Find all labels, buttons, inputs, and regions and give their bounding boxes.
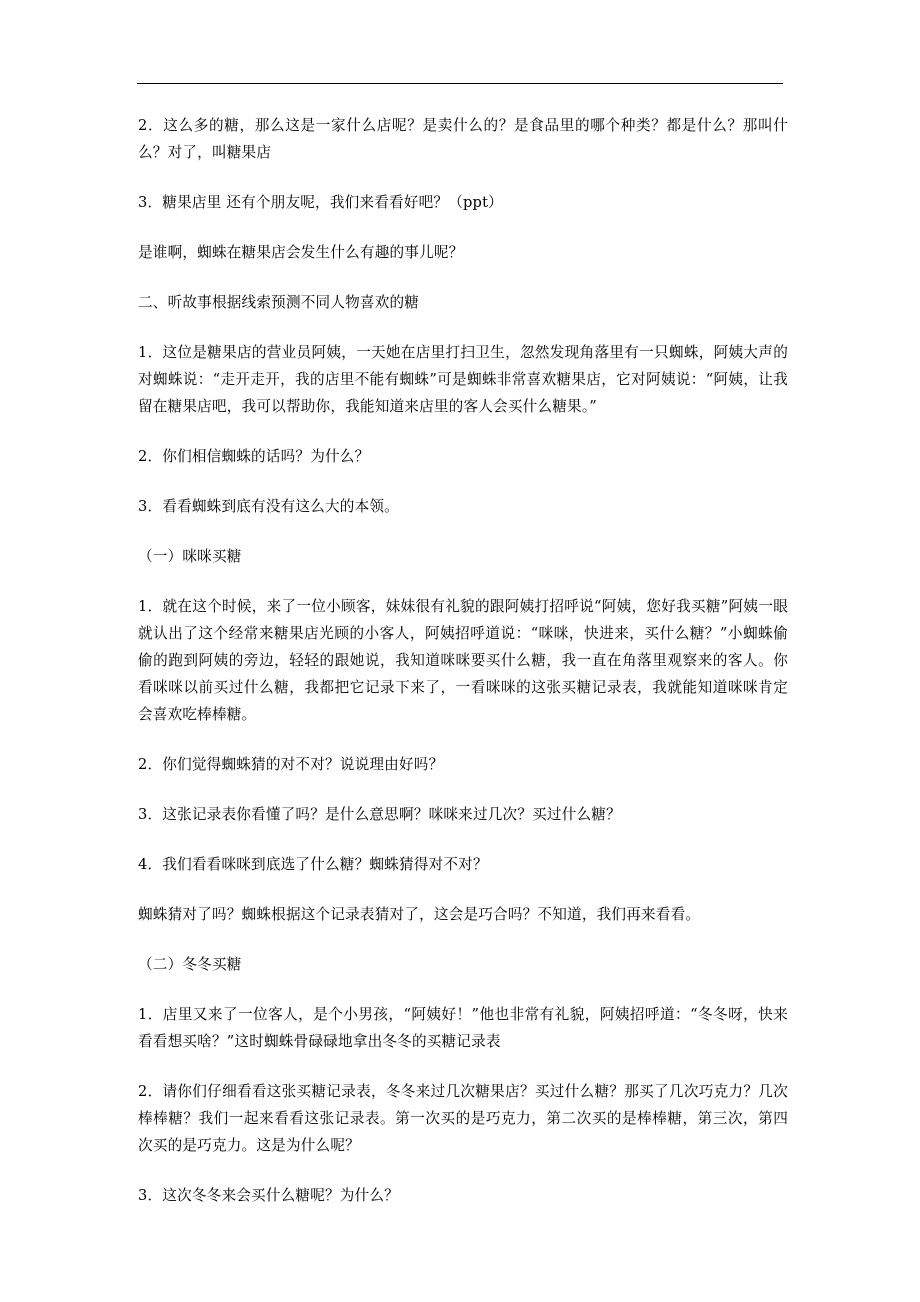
paragraph-9: 1．就在这个时候，来了一位小顾客，妹妹很有礼貌的跟阿姨打招呼说“阿姨，您好我买糖”阿姨一眼就认出了这个经常来糖果店光顾的小客人，阿姨招呼道说：“咪咪，快进来，买什么糖？”小蜘蛛偷偷的跑到阿姨的旁边，轻轻的跟她说，我知道咪咪要买什么糖，我一直在角落里观察来的客人。你看咪咪以前买过什么糖，我都把它记录下来了，一看咪咪的这张买糖记录表，我就能知道咪咪肯定会喜欢吃棒棒糖。 bbox=[138, 598, 788, 723]
paragraph-3: 是谁啊，蜘蛛在糖果店会发生什么有趣的事儿呢？ bbox=[138, 244, 464, 261]
header-rule bbox=[137, 83, 783, 84]
section-heading-2: 二、听故事根据线索预测不同人物喜欢的糖 bbox=[138, 294, 420, 311]
paragraph-6: 2．你们相信蜘蛛的话吗？为什么？ bbox=[138, 448, 370, 465]
paragraph-17: 3．这次冬冬来会买什么糖呢？为什么？ bbox=[138, 1187, 399, 1204]
paragraph-11: 3．这张记录表你看懂了吗？是什么意思啊？咪咪来过几次？买过什么糖？ bbox=[138, 806, 621, 823]
paragraph-15: 1．店里又来了一位客人，是个小男孩，“阿姨好！”他也非常有礼貌，阿姨招呼道：“冬冬呀，快来看看想买啥？”这时蜘蛛骨碌碌地拿出冬冬的买糖记录表 bbox=[138, 1006, 788, 1050]
subsection-heading-mimi: （一）咪咪买糖 bbox=[138, 548, 242, 565]
paragraph-10: 2．你们觉得蜘蛛猜的对不对？说说理由好吗？ bbox=[138, 756, 444, 773]
paragraph-7: 3．看看蜘蛛到底有没有这么大的本领。 bbox=[138, 498, 399, 515]
paragraph-12: 4．我们看看咪咪到底选了什么糖？蜘蛛猜得对不对？ bbox=[138, 856, 488, 873]
paragraph-13: 蜘蛛猜对了吗？蜘蛛根据这个记录表猜对了，这会是巧合吗？不知道，我们再来看看。 bbox=[138, 906, 701, 923]
paragraph-2: 3．糖果店里 还有个朋友呢，我们来看看好吧？（ppt） bbox=[138, 194, 503, 211]
document-body bbox=[138, 112, 788, 1232]
paragraph-1: 2．这么多的糖，那么这是一家什么店呢？是卖什么的？是食品里的哪个种类？都是什么？那叫什么？对了，叫糖果店 bbox=[138, 117, 788, 161]
paragraph-5: 1．这位是糖果店的营业员阿姨，一天她在店里打扫卫生，忽然发现角落里有一只蜘蛛，阿姨大声的对蜘蛛说：“走开走开，我的店里不能有蜘蛛”可是蜘蛛非常喜欢糖果店，它对阿姨说：“阿姨，让我留在糖果店吧，我可以帮助你，我能知道来店里的客人会买什么糖果。” bbox=[138, 344, 788, 415]
paragraph-16: 2．请你们仔细看看这张买糖记录表，冬冬来过几次糖果店？买过什么糖？那买了几次巧克力？几次棒棒糖？我们一起来看看这张记录表。第一次买的是巧克力，第二次买的是棒棒糖，第三次，第四次买的是巧克力。这是为什么呢？ bbox=[138, 1083, 788, 1154]
subsection-heading-dongdong: （二）冬冬买糖 bbox=[138, 956, 242, 973]
